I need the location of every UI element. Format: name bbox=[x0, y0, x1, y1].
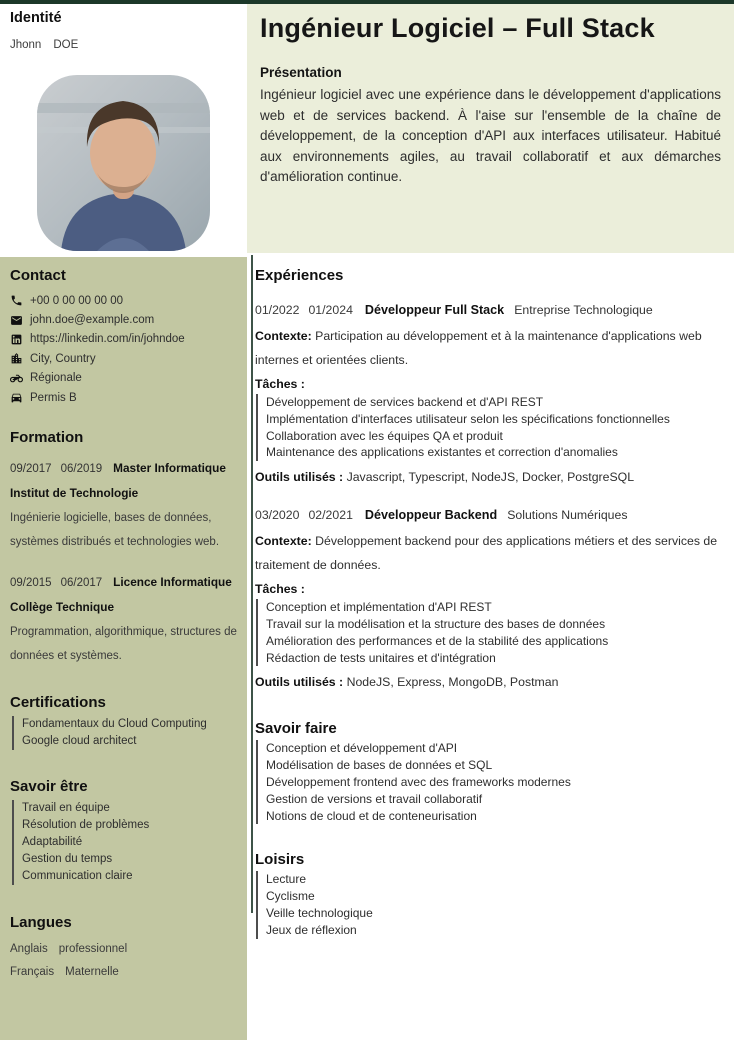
task-item: Maintenance des applications existantes et correction d'anomalies bbox=[266, 445, 618, 460]
list-item: Modélisation de bases de données et SQL bbox=[266, 758, 493, 773]
job-context bbox=[255, 325, 725, 372]
list-item: Conception et développement d'API bbox=[266, 741, 458, 756]
certifications-list bbox=[12, 716, 239, 750]
contact-item-license bbox=[10, 388, 239, 407]
language-line bbox=[10, 943, 239, 954]
profile-photo-placeholder bbox=[37, 75, 210, 251]
formation-entry-dates bbox=[10, 575, 239, 589]
list-item: Gestion du temps bbox=[22, 853, 113, 866]
formation-entry bbox=[10, 461, 239, 554]
motorcycle-icon bbox=[10, 372, 23, 385]
tools-text: Javascript, Typescript, NodeJS, Docker, PostgreSQL bbox=[343, 470, 635, 485]
tools-text: NodeJS, Express, MongoDB, Postman bbox=[343, 675, 559, 690]
list-item: Adaptabilité bbox=[22, 836, 83, 849]
end-date: 06/2017 bbox=[60, 577, 103, 590]
tasks-label: Tâches : bbox=[255, 582, 305, 597]
contact-linkedin-text: https://linkedin.com/in/johndoe bbox=[30, 333, 185, 346]
task-item: Conception et implémentation d'API REST bbox=[266, 600, 492, 615]
savoir-etre-list bbox=[12, 800, 239, 885]
task-item: Implémentation d'interfaces utilisateur selon les spécifications fonctionnelles bbox=[266, 411, 670, 426]
task-item: Collaboration avec les équipes QA et produit bbox=[266, 428, 503, 443]
list-item: Résolution de problèmes bbox=[22, 819, 150, 832]
savoir-faire-heading: Savoir faire bbox=[255, 720, 337, 738]
tasks-list bbox=[256, 394, 725, 461]
list-item: Jeux de réflexion bbox=[266, 922, 357, 937]
tasks-label: Tâches : bbox=[255, 377, 305, 391]
tasks-list bbox=[256, 599, 725, 666]
school-name: Collège Technique bbox=[10, 600, 115, 615]
job-start-date: 03/2020 bbox=[255, 508, 300, 523]
list-item: Développement frontend avec des frameworks modernes bbox=[266, 774, 571, 789]
job-header bbox=[255, 303, 725, 317]
page-title: Ingénieur Logiciel – Full Stack bbox=[260, 13, 655, 43]
formation-description: Ingénierie logicielle, bases de données, systèmes distribués et technologies web. bbox=[10, 512, 220, 548]
savoir-etre-heading: Savoir être bbox=[10, 778, 88, 796]
contact-item-email bbox=[10, 310, 239, 329]
loisirs-list bbox=[256, 871, 725, 938]
job-header bbox=[255, 508, 725, 522]
job-end-date: 01/2024 bbox=[308, 303, 353, 317]
language-level: professionnel bbox=[58, 943, 128, 956]
experience-job bbox=[255, 303, 725, 484]
degree-title: Licence Informatique bbox=[113, 575, 232, 590]
identity-heading: Identité bbox=[10, 10, 62, 26]
presentation-heading: Présentation bbox=[260, 65, 342, 80]
language-level: Maternelle bbox=[65, 966, 119, 979]
degree-title: Master Informatique bbox=[113, 461, 226, 476]
contact-heading: Contact bbox=[10, 267, 66, 284]
context-label: Contexte: bbox=[255, 329, 312, 343]
task-item: Travail sur la modélisation et la structure des bases de données bbox=[266, 616, 606, 631]
contact-email-text: john.doe@example.com bbox=[30, 314, 155, 327]
job-title: Développeur Backend bbox=[364, 508, 498, 523]
context-text: Participation au développement et à la maintenance d'applications web internes et orientées clients. bbox=[255, 329, 702, 367]
linkedin-icon bbox=[10, 333, 23, 346]
presentation-text: Ingénieur logiciel avec une expérience dans le développement d'applications web et de services backend. À l'aise sur l'ensemble de la chaîne de développement, de la conception d'API aux interfaces utilisateur. Habitué aux environnements agiles, au travail collaboratif et aux démarches d'amélioration continue. bbox=[260, 87, 721, 184]
tools-line bbox=[255, 470, 725, 484]
langues-heading: Langues bbox=[10, 914, 72, 932]
context-label: Contexte: bbox=[255, 534, 312, 549]
start-date: 09/2015 bbox=[10, 577, 52, 590]
language-line bbox=[10, 966, 239, 977]
list-item: Cyclisme bbox=[266, 889, 315, 904]
sidebar bbox=[0, 257, 247, 1040]
city-icon bbox=[10, 352, 23, 365]
formation-description: Programmation, algorithmique, structures de données et systèmes. bbox=[10, 626, 237, 662]
job-company: Entreprise Technologique bbox=[514, 303, 653, 317]
loisirs-heading: Loisirs bbox=[255, 851, 305, 869]
contact-item-mobility bbox=[10, 369, 239, 388]
contact-mobility-text: Régionale bbox=[30, 372, 82, 385]
task-item: Rédaction de tests unitaires et d'intégration bbox=[266, 650, 496, 665]
formation-entry-dates bbox=[10, 461, 239, 475]
list-item: Notions de cloud et de conteneurisation bbox=[266, 808, 477, 823]
identity-name bbox=[10, 39, 78, 51]
end-date: 06/2019 bbox=[60, 463, 103, 476]
contact-license-text: Permis B bbox=[30, 391, 77, 404]
savoir-faire-list bbox=[256, 740, 725, 824]
job-end-date: 02/2021 bbox=[308, 508, 353, 523]
tools-label: Outils utilisés : bbox=[255, 470, 344, 485]
list-item: Lecture bbox=[266, 872, 307, 887]
job-title: Développeur Full Stack bbox=[364, 303, 505, 317]
language-name: Anglais bbox=[10, 943, 48, 956]
email-icon bbox=[10, 314, 23, 327]
contact-phone-text: +00 0 00 00 00 00 bbox=[30, 294, 124, 307]
last-name: DOE bbox=[53, 39, 79, 51]
contact-item-location bbox=[10, 349, 239, 368]
task-item: Développement de services backend et d'API REST bbox=[266, 395, 544, 409]
formation-entry bbox=[10, 575, 239, 668]
experiences-heading: Expériences bbox=[255, 267, 344, 284]
list-item: Travail en équipe bbox=[22, 802, 110, 815]
contact-location-text: City, Country bbox=[30, 352, 96, 365]
job-company: Solutions Numériques bbox=[507, 508, 628, 523]
profile-photo bbox=[37, 75, 210, 251]
start-date: 09/2017 bbox=[10, 463, 52, 476]
main-content bbox=[255, 257, 725, 939]
certifications-heading: Certifications bbox=[10, 694, 106, 712]
contact-item-linkedin bbox=[10, 330, 239, 349]
context-text: Développement backend pour des applications métiers et des services de traitement de données. bbox=[255, 534, 718, 572]
tools-line bbox=[255, 675, 725, 689]
tools-label: Outils utilisés : bbox=[255, 675, 344, 690]
formation-heading: Formation bbox=[10, 429, 84, 447]
identity-block bbox=[10, 10, 78, 51]
job-context bbox=[255, 530, 725, 577]
list-item: Fondamentaux du Cloud Computing bbox=[22, 718, 207, 731]
first-name: Jhonn bbox=[10, 39, 42, 51]
language-name: Français bbox=[10, 966, 55, 979]
list-item: Communication claire bbox=[22, 870, 133, 883]
car-icon bbox=[10, 391, 23, 404]
contact-item-phone bbox=[10, 291, 239, 310]
job-start-date: 01/2022 bbox=[255, 303, 300, 317]
header bbox=[247, 4, 734, 253]
column-divider-line bbox=[251, 255, 253, 913]
list-item: Gestion de versions et travail collaboratif bbox=[266, 791, 483, 806]
school-name: Institut de Technologie bbox=[10, 486, 139, 501]
task-item: Amélioration des performances et de la stabilité des applications bbox=[266, 633, 609, 648]
experience-job bbox=[255, 508, 725, 689]
contact-list bbox=[10, 291, 239, 407]
list-item: Google cloud architect bbox=[22, 735, 137, 748]
list-item: Veille technologique bbox=[266, 905, 373, 920]
phone-icon bbox=[10, 294, 23, 307]
